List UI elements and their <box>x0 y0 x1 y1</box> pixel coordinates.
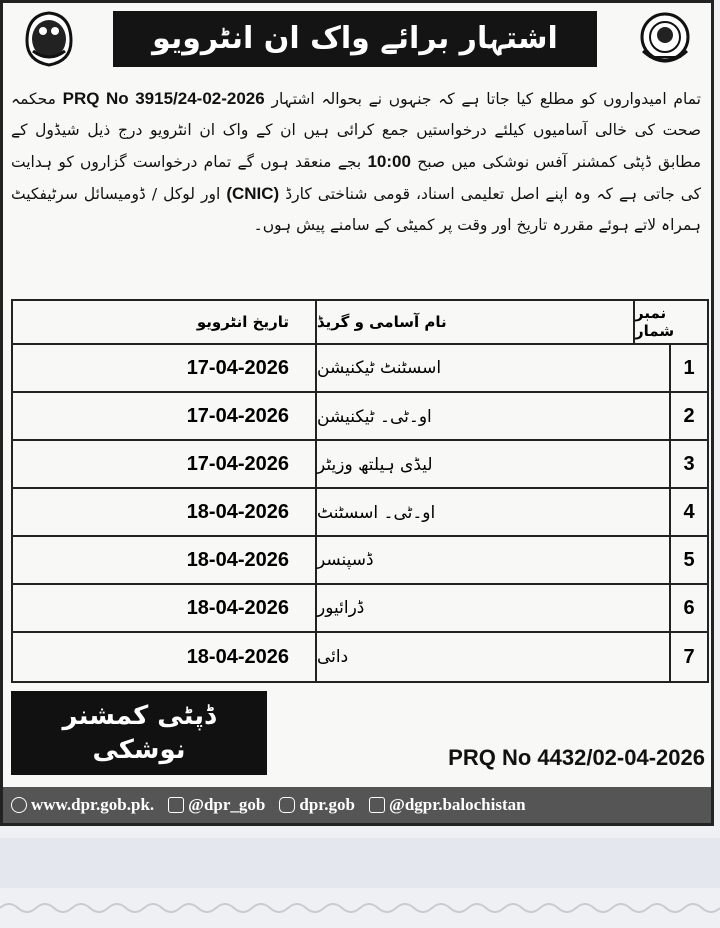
intro-cnic: (CNIC) <box>226 184 280 203</box>
table-row <box>13 631 707 681</box>
footer-twitter[interactable] <box>168 795 265 815</box>
row-number: 7 <box>683 645 695 668</box>
wavy-divider-icon <box>0 898 720 918</box>
deputy-commissioner-stamp <box>11 691 267 775</box>
table-row <box>13 391 707 439</box>
facebook-icon <box>369 797 385 813</box>
footer-facebook[interactable] <box>369 795 526 815</box>
row-number: 2 <box>683 404 695 427</box>
interview-schedule-table <box>11 299 709 683</box>
intro-middle: محکمہ صحت کی خالی آسامیوں کیلئے درخواستیں جمع کرائی ہیں ان کے واک ان انٹرویو درج ذیل شیڈول کے مطابق ڈپٹی کمشنر آفس نوشکی میں صبح <box>11 90 702 171</box>
intro-before-prq: تمام امیدواروں کو مطلع کیا جاتا ہے کہ جنہوں نے بحوالہ اشتہار <box>271 90 701 108</box>
row-post: لیڈی ہیلتھ وزیٹر <box>315 441 671 487</box>
row-number: 4 <box>683 500 695 523</box>
row-post: ڈرائیور <box>315 585 671 631</box>
intro-time: 10:00 <box>367 152 411 171</box>
page-title: اشتہار برائے واک ان انٹرویو <box>113 11 597 67</box>
header <box>3 3 711 83</box>
instagram-handle[interactable]: dpr.gob <box>299 795 355 814</box>
twitter-icon <box>168 797 184 813</box>
intro-end: اور لوکل / ڈومیسائل سرٹیفکیٹ ہمراہ لاتے ہوئے مقررہ تاریخ اور وقت پر کمیٹی کے سامنے پیش ہوں۔ <box>11 185 701 234</box>
footer-instagram[interactable] <box>279 795 355 815</box>
instagram-icon <box>279 797 295 813</box>
intro-after-time: بجے منعقد ہوں گے تمام درخواست گزاروں کو ہدایت کی جاتی ہے کہ وہ اپنے اصل تعلیمی اسناد، قومی شناختی کارڈ <box>11 153 702 203</box>
row-date: 18-04-2026 <box>186 645 289 668</box>
prq-number: PRQ No 4432/02-04-2026 <box>448 745 705 770</box>
table-row <box>13 535 707 583</box>
row-number: 6 <box>683 596 695 619</box>
header-post: نام آسامی و گریڈ <box>315 301 635 343</box>
facebook-handle[interactable]: @dgpr.balochistan <box>389 795 526 814</box>
table-row <box>13 583 707 631</box>
row-post: دائی <box>315 633 671 681</box>
row-date: 18-04-2026 <box>186 596 289 619</box>
government-crest-icon <box>633 7 697 71</box>
row-date: 17-04-2026 <box>186 356 289 379</box>
footer-website[interactable] <box>11 795 154 815</box>
intro-text <box>11 83 701 271</box>
row-date: 18-04-2026 <box>186 500 289 523</box>
row-date: 18-04-2026 <box>186 548 289 571</box>
intro-prq-reference: PRQ No 3915/24-02-2026 <box>62 89 265 108</box>
globe-icon <box>11 797 27 813</box>
row-number: 1 <box>683 356 695 379</box>
table-header-row <box>13 301 707 343</box>
stamp-location: نوشکی <box>92 735 186 765</box>
footer-social-bar <box>3 787 711 823</box>
table-row <box>13 487 707 535</box>
row-post: او۔ٹی۔ اسسٹنٹ <box>315 489 671 535</box>
department-logo-icon <box>17 7 81 71</box>
row-number: 3 <box>683 452 695 475</box>
row-post: اسسٹنٹ ٹیکنیشن <box>315 345 671 391</box>
row-post: او۔ٹی۔ ٹیکنیشن <box>315 393 671 439</box>
row-date: 17-04-2026 <box>186 452 289 475</box>
row-post: ڈسپنسر <box>315 537 671 583</box>
stamp-title: ڈپٹی کمشنر <box>62 701 216 731</box>
row-date: 17-04-2026 <box>186 404 289 427</box>
website-link[interactable]: www.dpr.gob.pk. <box>31 795 155 814</box>
table-row <box>13 343 707 391</box>
row-number: 5 <box>683 548 695 571</box>
twitter-handle[interactable]: @dpr_gob <box>188 795 266 814</box>
header-number: نمبر شمار <box>635 304 675 340</box>
header-date: تاریخ انٹرویو <box>196 313 289 331</box>
table-row <box>13 439 707 487</box>
page-background-strip <box>0 838 720 888</box>
